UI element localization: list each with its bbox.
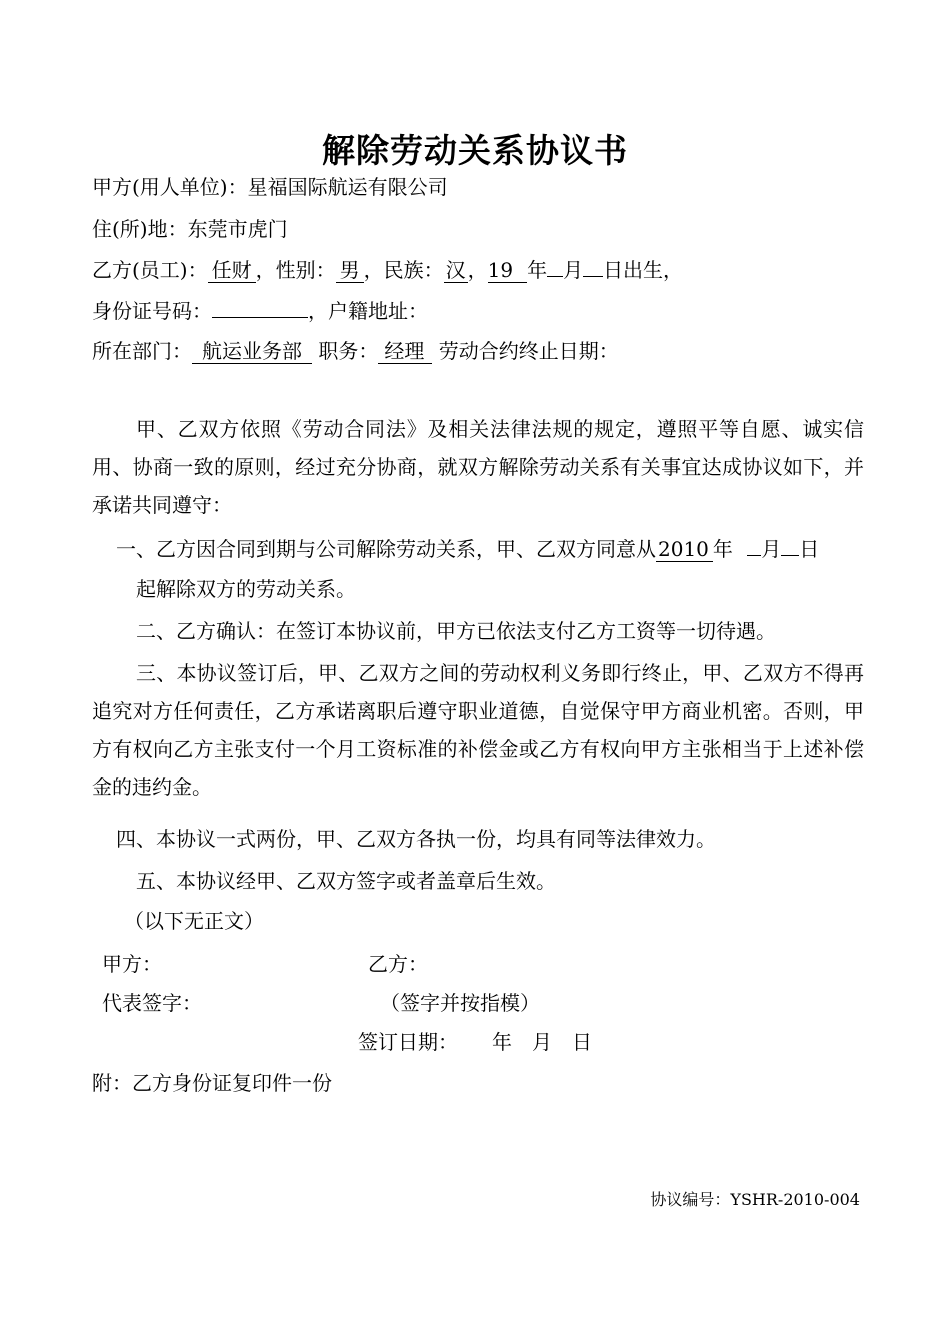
signing-date-line [358, 1027, 592, 1057]
clause-4: 四、本协议一式两份，甲、乙双方各执一份，均具有同等法律效力。 [116, 827, 716, 851]
birth-month-char: 月 [563, 258, 584, 282]
party-b-line [92, 255, 683, 285]
clause-2: 二、乙方确认：在签订本协议前，甲方已依法支付乙方工资等一切待遇。 [136, 619, 776, 643]
party-b-signature-label: 乙方： [368, 952, 428, 976]
id-number-blank [212, 317, 308, 318]
party-a-line [92, 172, 448, 202]
address-label: 住(所)地： [92, 217, 188, 241]
position-field: 经理 [378, 339, 432, 364]
signing-date-label: 签订日期： [358, 1030, 458, 1054]
signing-month-char: 月 [532, 1030, 552, 1054]
department-label: 所在部门： [92, 339, 192, 363]
gender-field: 男 [336, 258, 364, 283]
position-label: 职务： [318, 339, 379, 363]
hukou-label: ，户籍地址： [308, 299, 428, 323]
clause-1-month-char: 月 [761, 537, 782, 561]
clause-3: 三、本协议签订后，甲、乙双方之间的劳动权利义务即行终止，甲、乙双方不得再追究对方任何责任，乙方承诺离职后遵守职业道德，自觉保守甲方商业机密。否则，甲方有权向乙方主张支付一个月工资标准的补偿金或乙方有权向甲方主张相当于上述补偿金的违约金。 [92, 661, 864, 799]
clause-5: 五、本协议经甲、乙双方签字或者盖章后生效。 [136, 869, 556, 893]
gender-label: ，性别： [255, 258, 336, 282]
clause-1-day-blank [781, 555, 799, 556]
employee-name-field: 任财 [208, 258, 256, 283]
clause-1-line-2: 起解除双方的劳动关系。 [136, 577, 356, 601]
no-more-text: （以下无正文） [124, 909, 264, 933]
id-line [92, 296, 428, 326]
representative-signature-label: 代表签字： [102, 991, 202, 1015]
department-line [92, 336, 619, 366]
clause-1-year-field: 2010 [656, 537, 713, 562]
agreement-number: 协议编号：YSHR-2010-004 [650, 1190, 860, 1209]
party-a-address-line [92, 214, 288, 244]
signing-year-char: 年 [492, 1030, 512, 1054]
clause-1-year-char: 年 [712, 537, 733, 561]
department-field: 航运业务部 [192, 339, 312, 364]
party-a-name: 星福国际航运有限公司 [247, 175, 448, 199]
party-a-signature-label: 甲方： [102, 952, 162, 976]
birth-day-suffix: 日出生， [603, 258, 684, 282]
signature-note: （签字并按指模） [380, 991, 540, 1015]
clause-1-line-1 [116, 534, 819, 564]
birth-separator: ， [467, 258, 488, 282]
page-title: 解除劳动关系协议书 [322, 131, 628, 170]
contract-end-label: 劳动合约终止日期： [438, 339, 619, 363]
birth-day-blank [583, 276, 603, 277]
address-value: 东莞市虎门 [187, 217, 288, 241]
party-b-label: 乙方(员工)： [92, 258, 208, 282]
birth-year-field: 19 [488, 258, 527, 283]
clause-1-text: 一、乙方因合同到期与公司解除劳动关系，甲、乙双方同意从 [116, 537, 656, 561]
intro-paragraph: 甲、乙双方依照《劳动合同法》及相关法律法规的规定，遵照平等自愿、诚实信用、协商一致的原则，经过充分协商，就双方解除劳动关系有关事宜达成协议如下，并承诺共同遵守： [92, 417, 864, 517]
clause-1-month-blank [747, 555, 761, 556]
signing-day-char: 日 [572, 1030, 592, 1054]
ethnicity-field: 汉 [445, 258, 466, 282]
ethnicity-label: ，民族： [363, 258, 444, 282]
party-a-label: 甲方(用人单位)： [92, 175, 248, 199]
attachment-note: 附：乙方身份证复印件一份 [92, 1071, 332, 1095]
birth-year-char: 年 [527, 258, 548, 282]
id-label: 身份证号码： [92, 299, 212, 323]
birth-month-blank [547, 276, 563, 277]
clause-1-day-char: 日 [799, 537, 820, 561]
